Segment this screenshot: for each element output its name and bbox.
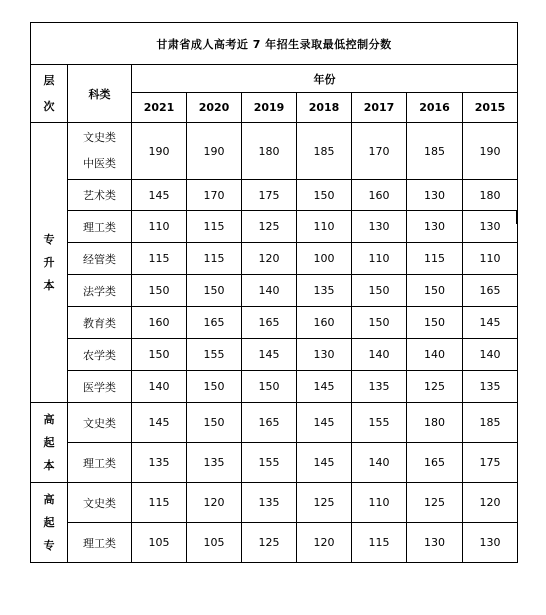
score-cell: 150 <box>352 275 407 307</box>
score-table-container <box>30 22 517 563</box>
category-cell <box>68 180 132 211</box>
score-cell: 115 <box>187 243 242 275</box>
table-row <box>31 523 518 563</box>
category-label: 法学类 <box>83 284 116 298</box>
score-cell: 120 <box>187 483 242 523</box>
score-cell: 140 <box>352 339 407 371</box>
score-cell: 120 <box>297 523 352 563</box>
table-title: 甘肃省成人高考近 7 年招生录取最低控制分数 <box>31 23 518 65</box>
category-cell <box>68 371 132 403</box>
score-cell: 145 <box>297 403 352 443</box>
score-cell: 185 <box>463 403 518 443</box>
score-cell: 110 <box>132 211 187 243</box>
score-cell: 165 <box>242 307 297 339</box>
table-row <box>31 243 518 275</box>
category-cell <box>68 523 132 563</box>
year-group-header: 年份 <box>132 65 518 93</box>
score-cell: 130 <box>407 180 463 211</box>
year-header-2016: 2016 <box>407 93 463 123</box>
score-cell: 165 <box>187 307 242 339</box>
score-cell: 110 <box>297 211 352 243</box>
edge-mark <box>516 211 518 224</box>
score-cell: 165 <box>463 275 518 307</box>
score-cell: 145 <box>463 307 518 339</box>
level-char: 起 <box>43 436 55 449</box>
category-label: 文史类 <box>83 496 116 510</box>
category-label: 文史类 <box>83 416 116 430</box>
score-cell: 105 <box>132 523 187 563</box>
score-cell: 125 <box>407 483 463 523</box>
score-cell: 110 <box>463 243 518 275</box>
score-cell: 180 <box>242 123 297 180</box>
table-row <box>31 339 518 371</box>
score-cell: 125 <box>242 523 297 563</box>
score-cell: 140 <box>242 275 297 307</box>
score-cell: 160 <box>132 307 187 339</box>
score-cell: 125 <box>297 483 352 523</box>
title-row <box>31 23 518 65</box>
category-cell <box>68 443 132 483</box>
score-cell: 160 <box>297 307 352 339</box>
score-cell: 100 <box>297 243 352 275</box>
score-cell: 175 <box>463 443 518 483</box>
score-cell: 150 <box>242 371 297 403</box>
level-cell <box>31 483 68 563</box>
score-cell: 135 <box>187 443 242 483</box>
category-label: 中医类 <box>83 157 116 170</box>
year-header-2019: 2019 <box>242 93 297 123</box>
year-header-2021: 2021 <box>132 93 187 123</box>
score-cell: 160 <box>352 180 407 211</box>
score-cell: 145 <box>242 339 297 371</box>
table-row <box>31 123 518 180</box>
score-cell: 165 <box>242 403 297 443</box>
category-header: 科类 <box>68 65 132 123</box>
score-cell: 110 <box>352 483 407 523</box>
score-cell: 135 <box>297 275 352 307</box>
score-cell: 115 <box>407 243 463 275</box>
category-label: 理工类 <box>83 220 116 234</box>
score-cell: 190 <box>187 123 242 180</box>
table-row <box>31 180 518 211</box>
category-cell <box>68 403 132 443</box>
score-cell: 165 <box>407 443 463 483</box>
score-cell: 130 <box>407 211 463 243</box>
category-cell <box>68 243 132 275</box>
table-row <box>31 307 518 339</box>
score-cell: 130 <box>463 523 518 563</box>
category-label: 农学类 <box>83 348 116 362</box>
score-cell: 140 <box>132 371 187 403</box>
score-cell: 115 <box>132 483 187 523</box>
year-header-2020: 2020 <box>187 93 242 123</box>
score-cell: 185 <box>297 123 352 180</box>
table-row <box>31 403 518 443</box>
score-cell: 115 <box>352 523 407 563</box>
category-label: 文史类 <box>83 131 116 144</box>
score-cell: 120 <box>242 243 297 275</box>
score-cell: 145 <box>132 180 187 211</box>
score-cell: 120 <box>463 483 518 523</box>
score-cell: 150 <box>132 339 187 371</box>
score-cell: 150 <box>187 275 242 307</box>
table-row <box>31 483 518 523</box>
level-header-text <box>31 68 67 120</box>
category-cell <box>68 211 132 243</box>
level-char: 高 <box>43 413 55 426</box>
level-char: 本 <box>43 459 55 472</box>
category-cell <box>68 275 132 307</box>
score-cell: 140 <box>352 443 407 483</box>
score-cell: 175 <box>242 180 297 211</box>
score-cell: 150 <box>187 371 242 403</box>
score-cell: 150 <box>297 180 352 211</box>
score-cell: 130 <box>297 339 352 371</box>
score-cell: 150 <box>407 307 463 339</box>
category-cell <box>68 307 132 339</box>
category-label: 理工类 <box>83 536 116 550</box>
score-cell: 115 <box>187 211 242 243</box>
year-header-2015: 2015 <box>463 93 518 123</box>
category-label: 医学类 <box>83 380 116 394</box>
table-row <box>31 371 518 403</box>
score-cell: 190 <box>132 123 187 180</box>
score-cell: 140 <box>463 339 518 371</box>
level-char: 高 <box>43 493 55 506</box>
score-cell: 140 <box>407 339 463 371</box>
score-cell: 185 <box>407 123 463 180</box>
level-char: 专 <box>43 539 55 552</box>
score-cell: 135 <box>242 483 297 523</box>
level-cell <box>31 403 68 483</box>
score-cell: 150 <box>352 307 407 339</box>
score-cell: 150 <box>132 275 187 307</box>
score-cell: 145 <box>297 371 352 403</box>
level-char: 专 <box>43 233 55 246</box>
year-header-2018: 2018 <box>297 93 352 123</box>
table-row <box>31 443 518 483</box>
score-cell: 125 <box>242 211 297 243</box>
score-cell: 115 <box>132 243 187 275</box>
score-cell: 180 <box>463 180 518 211</box>
score-cell: 145 <box>297 443 352 483</box>
score-cell: 130 <box>352 211 407 243</box>
category-cell <box>68 339 132 371</box>
score-cell: 155 <box>242 443 297 483</box>
score-cell: 125 <box>407 371 463 403</box>
category-cell <box>68 483 132 523</box>
level-cell <box>31 123 68 403</box>
level-header <box>31 65 68 123</box>
table-row <box>31 275 518 307</box>
level-header-char: 层 <box>43 73 55 87</box>
score-cell: 110 <box>352 243 407 275</box>
header-row-top <box>31 65 518 93</box>
score-cell: 105 <box>187 523 242 563</box>
year-header-2017: 2017 <box>352 93 407 123</box>
score-cell: 150 <box>187 403 242 443</box>
category-label: 理工类 <box>83 456 116 470</box>
level-char: 起 <box>43 516 55 529</box>
category-label: 教育类 <box>83 316 116 330</box>
score-cell: 130 <box>407 523 463 563</box>
score-cell: 155 <box>187 339 242 371</box>
score-cell: 155 <box>352 403 407 443</box>
score-cell: 170 <box>187 180 242 211</box>
category-cell <box>68 123 132 180</box>
score-cell: 150 <box>407 275 463 307</box>
score-table <box>30 22 518 563</box>
level-char: 本 <box>43 279 55 292</box>
score-cell: 135 <box>463 371 518 403</box>
score-cell: 135 <box>132 443 187 483</box>
score-cell: 130 <box>463 211 518 243</box>
score-cell: 190 <box>463 123 518 180</box>
category-label: 经管类 <box>83 252 116 266</box>
score-cell: 170 <box>352 123 407 180</box>
score-cell: 145 <box>132 403 187 443</box>
table-row <box>31 211 518 243</box>
score-cell: 180 <box>407 403 463 443</box>
level-char: 升 <box>43 256 55 269</box>
score-table-body <box>31 23 518 563</box>
score-cell: 135 <box>352 371 407 403</box>
level-header-char: 次 <box>43 99 55 113</box>
category-label: 艺术类 <box>83 189 116 202</box>
